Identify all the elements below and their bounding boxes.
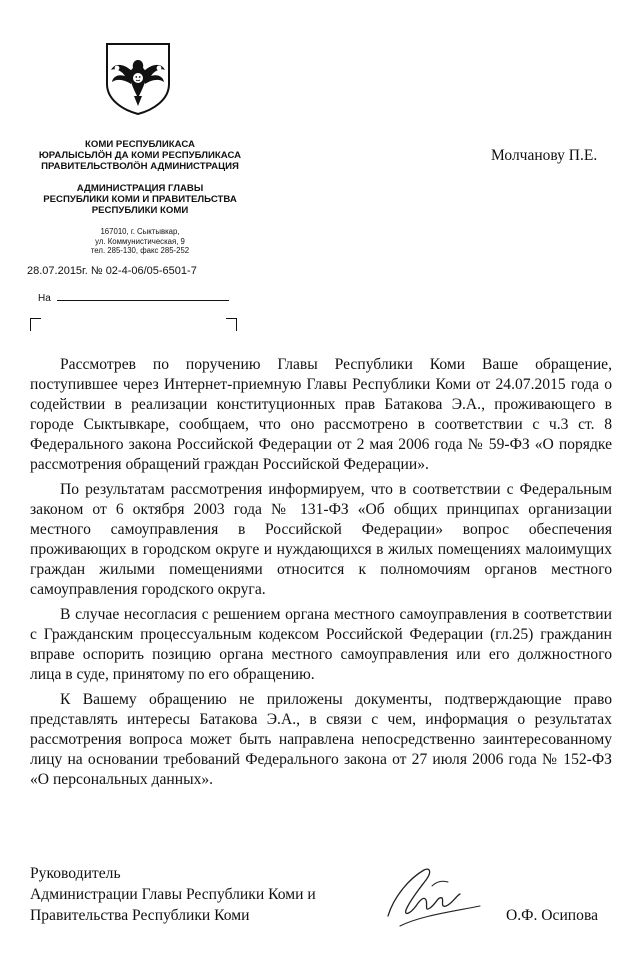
body-paragraph: К Вашему обращению не приложены документы, подтверждающие право представлять интересы Батакова Э.А., в связи с чем, информация о результатах рассмотрения вопроса может быть направлена непосредственно заинтересованному лицу на основании требований Федерального закона от 27 июля 2006 года № 152-ФЗ «О персональных данных». <box>30 691 612 788</box>
admin-line: АДМИНИСТРАЦИЯ ГЛАВЫ <box>76 183 204 194</box>
organization-name-komi <box>20 139 260 172</box>
incoming-reference <box>38 293 229 304</box>
recipient-name: Молчанову П.Е. <box>491 147 598 164</box>
body-paragraph: Рассмотрев по поручению Главы Республики Коми Ваше обращение, поступившее через Интернет-приемную Главы Республики Коми от 24.07.2015 года о содействии в реализации конституционных прав Батакова Э.А., проживающего в городе Сыктывкаре, сообщаем, что оно рассмотрено в соответствии с ч.3 ст. 8 Федерального закона Российской Федерации от 2 мая 2006 года № 59-ФЗ «О порядке рассмотрения обращений граждан Российской Федерации». <box>30 356 612 473</box>
signatory-title-line: Руководитель <box>30 865 121 882</box>
address-line: 167010, г. Сыктывкар, <box>100 227 180 236</box>
address-line: тел. 285-130, факс 285-252 <box>90 246 190 255</box>
body-paragraph: В случае несогласия с решением органа местного самоуправления в соответствии с Гражданским процессуальным кодексом Российской Федерации (гл.25) гражданин вправе оспорить позицию органа местного самоуправления или его должностного лица в суде, принятому по его обращению. <box>30 606 612 683</box>
incoming-label: На <box>38 293 51 304</box>
body-paragraph: По результатам рассмотрения информируем, что в соответствии с Федеральным законом от 6 октября 2003 года № 131-ФЗ «Об общих принципах организации местного самоуправления в Российской Федерации» вопрос обеспечения проживающих в городском округе и нуждающихся в жилых помещениях малоимущих граждан жилыми помещениями относится к полномочиям органов местного самоуправления городского округа. <box>30 481 612 598</box>
address-corner-left <box>30 318 41 331</box>
admin-line: РЕСПУБЛИКИ КОМИ <box>91 205 189 216</box>
org-line: ЮРАЛЫСЬЛӦН ДА КОМИ РЕСПУБЛИКАСА <box>38 150 242 161</box>
signatory-title-line: Администрации Главы Республики Коми и <box>30 886 316 903</box>
address-corner-right <box>226 318 237 331</box>
org-line: ПРАВИТЕЛЬСТВОЛӦН АДМИНИСТРАЦИЯ <box>41 161 239 172</box>
signer-name: О.Ф. Осипова <box>506 907 599 924</box>
coat-of-arms-emblem <box>103 40 173 116</box>
address-line: ул. Коммунистическая, 9 <box>95 236 185 246</box>
incoming-blank-line <box>57 299 229 301</box>
organization-address <box>20 227 260 256</box>
outgoing-number: 28.07.2015г. № 02-4-06/05-6501-7 <box>27 265 197 277</box>
handwritten-signature <box>380 856 490 940</box>
letter-body <box>30 355 612 795</box>
organization-name-russian <box>20 183 260 216</box>
signatory-title-line: Правительства Республики Коми <box>30 907 250 924</box>
org-line: КОМИ РЕСПУБЛИКАСА <box>85 139 195 150</box>
admin-line: РЕСПУБЛИКИ КОМИ И ПРАВИТЕЛЬСТВА <box>43 194 237 205</box>
